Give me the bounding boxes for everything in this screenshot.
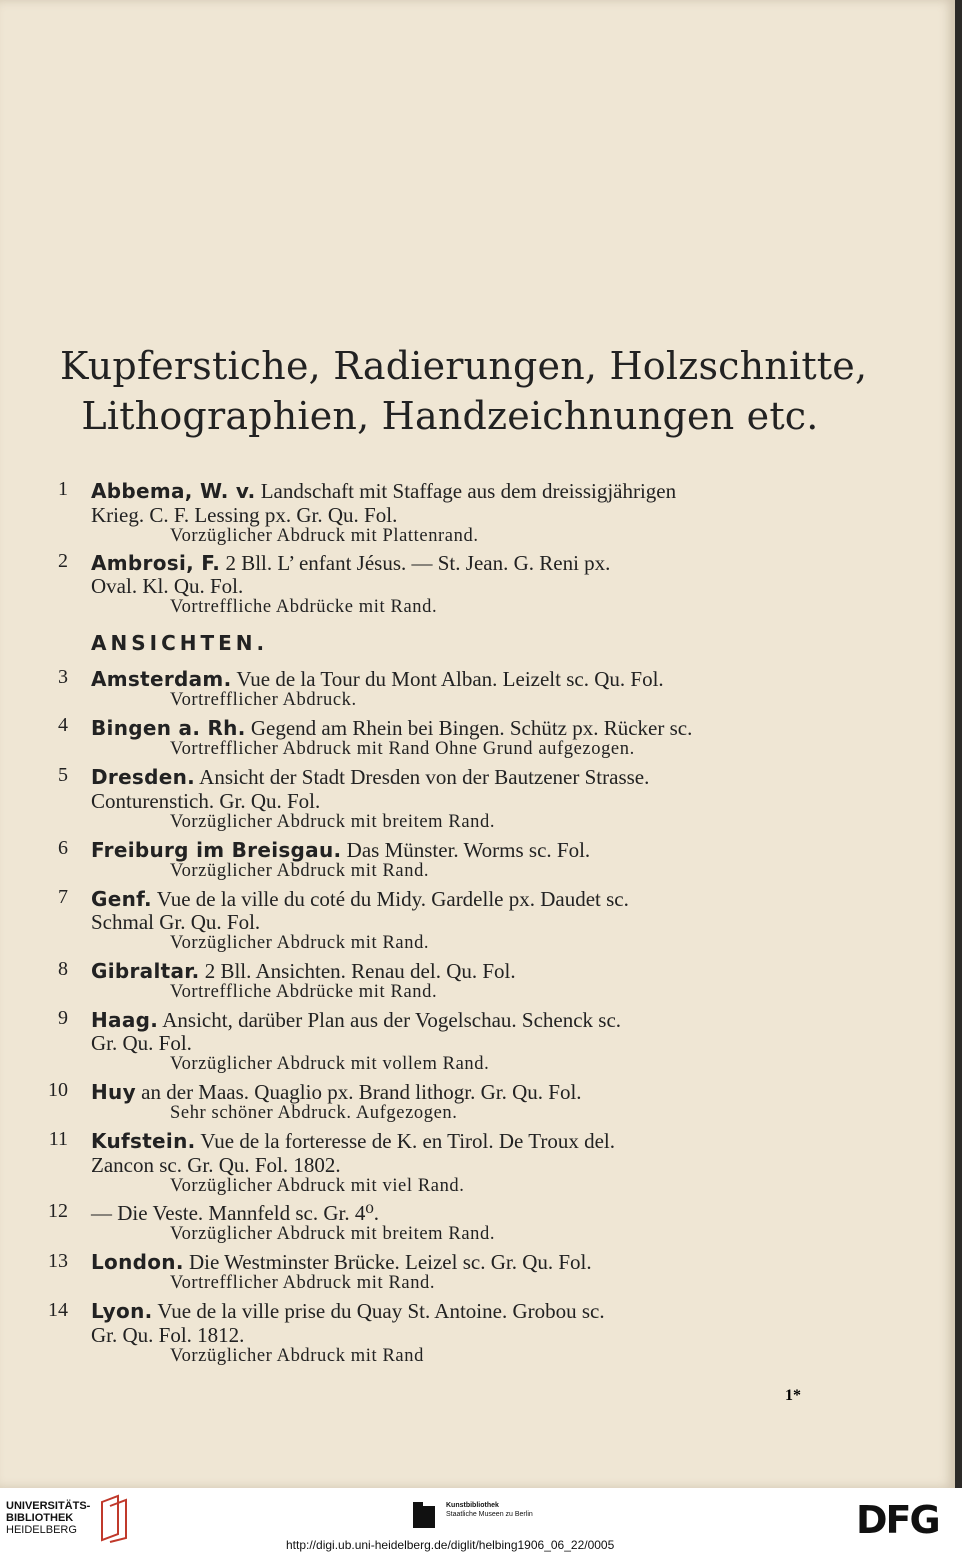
entry-text: Ansicht, darüber Plan aus der Vogelschau. Schenck sc.: [158, 1008, 622, 1032]
entry-number: 6: [58, 837, 68, 859]
entry-text: Landschaft mit Staffage aus dem dreissigjährigen: [255, 479, 677, 503]
kunstbibliothek-logo-icon: [409, 1500, 439, 1530]
entry-number: 12: [48, 1200, 68, 1222]
entry-note: Vorzüglicher Abdruck mit breitem Rand.: [170, 1224, 496, 1244]
entry-name: Haag.: [91, 1008, 159, 1032]
entry-name: Kufstein.: [91, 1129, 196, 1153]
entry-note: Vorzüglicher Abdruck mit Rand.: [170, 861, 430, 881]
entry-number: 9: [58, 1007, 68, 1029]
entry-main-line: [91, 1129, 615, 1154]
entry-note: Sehr schöner Abdruck. Aufgezogen.: [170, 1103, 458, 1123]
entry-note: Vortrefflicher Abdruck mit Rand Ohne Grund aufgezogen.: [170, 739, 635, 759]
entry-text: Vue de la ville prise du Quay St. Antoine. Grobou sc.: [152, 1299, 605, 1323]
entry-note: Vorzüglicher Abdruck mit viel Rand.: [170, 1176, 465, 1196]
entry-note: Vortrefflicher Abdruck.: [170, 690, 357, 710]
page-edge: [955, 0, 962, 1488]
entry-continuation: Krieg. C. F. Lessing px. Gr. Qu. Fol.: [91, 503, 398, 527]
entry-name: Huy: [91, 1080, 136, 1104]
section-title: ANSICHTEN.: [91, 631, 269, 655]
entry-name: Abbema, W. v.: [91, 479, 256, 503]
entry-main-line: [91, 551, 610, 576]
entry-name: Gibraltar.: [91, 959, 200, 983]
entry-main-line: [91, 1080, 582, 1105]
entry-name: Dresden.: [91, 765, 196, 789]
entry-name: Bingen a. Rh.: [91, 716, 246, 740]
ub-line-3: HEIDELBERG: [6, 1524, 77, 1536]
entry-note: Vorzüglicher Abdruck mit Rand.: [170, 933, 430, 953]
entry-name: Genf.: [91, 887, 152, 911]
entry-number: 2: [58, 550, 68, 572]
entry-text: 2 Bll. Ansichten. Renau del. Qu. Fol.: [199, 959, 516, 983]
entry-number: 4: [58, 714, 68, 736]
kunstbibliothek-label: [446, 1501, 533, 1519]
entry-name: Freiburg im Breisgau.: [91, 838, 342, 862]
dfg-logo: DFG: [856, 1498, 939, 1542]
entry-continuation: Gr. Qu. Fol.: [91, 1031, 192, 1055]
kb-line-1: Kunstbibliothek: [446, 1502, 499, 1509]
ub-logo-icon: [98, 1494, 134, 1544]
entry-number: 7: [58, 886, 68, 908]
entry-number: 10: [48, 1079, 68, 1101]
entry-name: Amsterdam.: [91, 667, 232, 691]
entry-main-line: [91, 887, 629, 912]
entry-main-line: [91, 1299, 605, 1324]
page-heading-line-1: Kupferstiche, Radierungen, Holzschnitte,: [60, 344, 868, 388]
ub-heidelberg-label: [6, 1500, 90, 1536]
entry-continuation: Oval. Kl. Qu. Fol.: [91, 574, 244, 598]
permalink-url[interactable]: http://digi.ub.uni-heidelberg.de/diglit/helbing1906_06_22/0005: [286, 1538, 615, 1552]
entry-number: 5: [58, 764, 68, 786]
entry-text: Die Westminster Brücke. Leizel sc. Gr. Qu. Fol.: [183, 1250, 592, 1274]
entry-text: an der Maas. Quaglio px. Brand lithogr. Gr. Qu. Fol.: [135, 1080, 582, 1104]
entry-note: Vortrefflicher Abdruck mit Rand.: [170, 1273, 436, 1293]
entry-number: 1: [58, 478, 68, 500]
entry-note: Vorzüglicher Abdruck mit Rand: [170, 1346, 424, 1366]
entry-main-line: [91, 479, 676, 504]
page-heading-line-2: Lithographien, Handzeichnungen etc.: [81, 394, 819, 438]
ub-line-2: BIBLIOTHEK: [6, 1512, 74, 1524]
entry-number: 11: [48, 1128, 68, 1150]
entry-main-line: [91, 716, 692, 741]
entry-text: Ansicht der Stadt Dresden von der Bautzener Strasse.: [195, 765, 650, 789]
entry-text: Vue de la ville du coté du Midy. Gardelle px. Daudet sc.: [151, 887, 629, 911]
entry-text: Vue de la Tour du Mont Alban. Leizelt sc. Qu. Fol.: [231, 667, 664, 691]
entry-main-line: [91, 765, 649, 790]
entry-number: 13: [48, 1250, 68, 1272]
kb-line-2: Staatliche Museen zu Berlin: [446, 1511, 533, 1518]
entry-note: Vorzüglicher Abdruck mit Plattenrand.: [170, 526, 479, 546]
entry-text: Gegend am Rhein bei Bingen. Schütz px. Rücker sc.: [245, 716, 693, 740]
entry-main-line: [91, 959, 516, 984]
entry-text: Vue de la forteresse de K. en Tirol. De Troux del.: [195, 1129, 615, 1153]
page-number: 1*: [785, 1387, 801, 1404]
entry-text: Das Münster. Worms sc. Fol.: [341, 838, 591, 862]
entry-number: 14: [48, 1299, 68, 1321]
entry-note: Vortreffliche Abdrücke mit Rand.: [170, 597, 438, 617]
entry-number: 8: [58, 958, 68, 980]
entry-name: Ambrosi, F.: [91, 551, 221, 575]
entry-continuation: Gr. Qu. Fol. 1812.: [91, 1323, 245, 1347]
entry-main-line: [91, 1008, 621, 1033]
entry-name: London.: [91, 1250, 184, 1274]
entry-note: Vorzüglicher Abdruck mit vollem Rand.: [170, 1054, 490, 1074]
entry-main-line: — Die Veste. Mannfeld sc. Gr. 4⁰.: [91, 1201, 379, 1225]
ub-line-1: UNIVERSITÄTS-: [6, 1500, 91, 1512]
entry-note: Vorzüglicher Abdruck mit breitem Rand.: [170, 812, 496, 832]
entry-continuation: Zancon sc. Gr. Qu. Fol. 1802.: [91, 1153, 341, 1177]
entry-text: 2 Bll. L’ enfant Jésus. — St. Jean. G. Reni px.: [220, 551, 611, 575]
entry-number: 3: [58, 666, 68, 688]
entry-continuation: Conturenstich. Gr. Qu. Fol.: [91, 789, 321, 813]
entry-main-line: [91, 1250, 592, 1275]
entry-main-line: [91, 838, 590, 863]
entry-note: Vortreffliche Abdrücke mit Rand.: [170, 982, 438, 1002]
entry-continuation: Schmal Gr. Qu. Fol.: [91, 910, 261, 934]
entry-main-line: [91, 667, 664, 692]
entry-name: Lyon.: [91, 1299, 153, 1323]
